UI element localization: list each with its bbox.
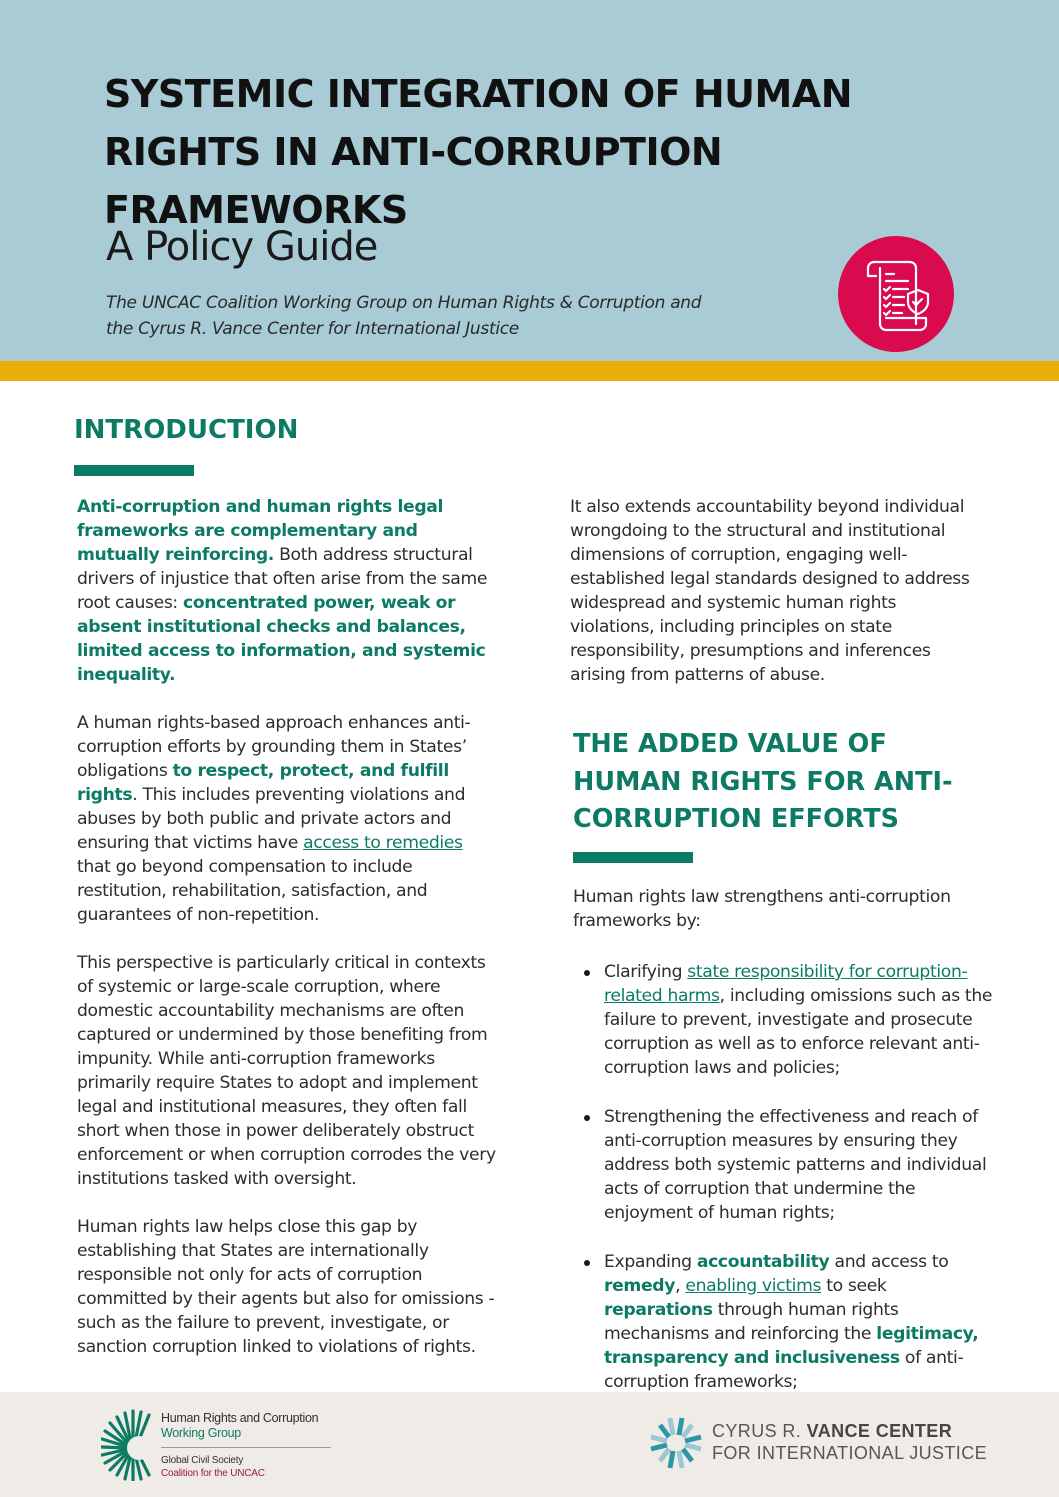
vance-center-logo: [648, 1415, 988, 1471]
document-title: SYSTEMIC INTEGRATION OF HUMAN RIGHTS IN ANTI-CORRUPTION FRAMEWORKS: [104, 72, 853, 233]
intro-p2-text-1: A human rights-based approach enhances anti-corruption efforts by grounding them in States’ obligations: [77, 713, 471, 781]
added-value-heading-underline: [573, 852, 693, 863]
hrc-working-group-logo: [101, 1409, 341, 1481]
intro-paragraph-4: Human rights law helps close this gap by establishing that States are internationally responsible not only for acts of corruption committed by their agents but also for omissions - such as the failure to prevent, investigate, or sanction corruption linked to violations of rights.: [77, 1217, 495, 1357]
intro-paragraph-5: It also extends accountability beyond individual wrongdoing to the structural and institutional dimensions of corruption, engaging well-established legal standards designed to address widespread and systemic human rights violations, including principles on state responsibility, presumptions and inferences arising from patterns of abuse.: [570, 497, 970, 685]
list-item: [573, 1105, 993, 1225]
bullet-3-text-1: Expanding: [604, 1252, 697, 1272]
bullet-2-text: Strengthening the effectiveness and reach of anti-corruption measures by ensuring they address both systemic patterns and individual acts of corruption that undermine the enjoyment of human rights;: [604, 1107, 987, 1223]
hrc-logo-line-2: Working Group: [161, 1426, 241, 1440]
header-banner: [0, 0, 1059, 361]
bullet-3-bold-accountability: accountability: [696, 1252, 830, 1272]
vance-logo-line-1: [712, 1421, 952, 1442]
vance-name-bold: VANCE CENTER: [806, 1421, 953, 1441]
vance-logo-line-2: FOR INTERNATIONAL JUSTICE: [712, 1443, 988, 1463]
access-to-remedies-link[interactable]: access to remedies: [303, 833, 463, 853]
bullet-3-text-3: ,: [675, 1276, 686, 1296]
bullet-3-text-6: of anti-corruption frameworks;: [604, 1348, 964, 1392]
right-column: [570, 495, 985, 711]
intro-p1-bold-lead: Anti-corruption and human rights legal frameworks are complementary and mutually reinforcing.: [77, 497, 444, 565]
document-subtitle: A Policy Guide: [106, 224, 378, 270]
introduction-heading: INTRODUCTION: [74, 415, 299, 445]
bullet-3-text-2: and access to: [829, 1252, 949, 1272]
hrc-logo-line-4: Coalition for the UNCAC: [161, 1468, 265, 1479]
authors-line-2: the Cyrus R. Vance Center for International Justice: [106, 319, 519, 339]
added-value-list: [573, 960, 993, 1419]
bullet-3-bold-remedy: remedy: [604, 1276, 676, 1296]
hrc-sunburst-c-icon: [101, 1409, 157, 1481]
left-column: [77, 495, 497, 1383]
document-authors: [106, 290, 726, 342]
added-value-intro: Human rights law strengthens anti-corruption frameworks by:: [573, 887, 951, 931]
intro-paragraph-3: This perspective is particularly critical in contexts of systemic or large-scale corruption, where domestic accountability mechanisms are often captured or undermined by those benefiting from impunity. While anti-corruption frameworks primarily require States to adopt and implement legal and institutional measures, they often fall short when those in power deliberately obstruct enforcement or when corruption corrodes the very institutions tasked with oversight.: [77, 953, 496, 1189]
hrc-logo-line-1: Human Rights and Corruption: [161, 1411, 319, 1425]
bullet-3-text-4: to seek: [821, 1276, 887, 1296]
header-divider-stripe: [0, 361, 1059, 381]
scroll-checklist-shield-icon: [838, 236, 954, 352]
intro-p1-bold-tail: concentrated power, weak or absent institutional checks and balances, limited access to information, and systemic inequality.: [77, 593, 486, 685]
authors-line-1: The UNCAC Coalition Working Group on Human Rights & Corruption and: [106, 293, 702, 313]
vance-name-regular: CYRUS R.: [712, 1421, 807, 1441]
intro-paragraph-1: [77, 495, 497, 687]
bullet-3-text-5: through human rights mechanisms and reinforcing the: [604, 1300, 899, 1344]
intro-p2-text-3: that go beyond compensation to include restitution, rehabilitation, satisfaction, and guarantees of non-repetition.: [77, 857, 428, 925]
bullet-3-bold-legitimacy: legitimacy, transparency and inclusiveness: [604, 1324, 979, 1368]
introduction-heading-underline: [74, 465, 194, 476]
intro-p2-bold: to respect, protect, and fulfill rights: [77, 761, 449, 805]
bullet-3-bold-reparations: reparations: [604, 1300, 713, 1320]
bullet-1-text-2: , including omissions such as the failure to prevent, investigate and prosecute corruption as well as to enforce relevant anti-corruption laws and policies;: [604, 986, 993, 1078]
vance-starburst-icon: [648, 1415, 704, 1471]
bullet-1-text-1: Clarifying: [604, 962, 688, 982]
added-value-heading: THE ADDED VALUE OF HUMAN RIGHTS FOR ANTI-CORRUPTION EFFORTS: [573, 729, 953, 834]
list-item: [573, 960, 993, 1080]
hrc-logo-line-3: Global Civil Society: [161, 1455, 244, 1466]
hrc-logo-divider: [161, 1447, 331, 1448]
enabling-victims-link[interactable]: enabling victims: [685, 1276, 822, 1296]
list-item: [573, 1250, 993, 1394]
state-responsibility-link[interactable]: state responsibility for corruption-related harms: [604, 962, 968, 1006]
intro-p1-text: Both address structural drivers of injustice that often arise from the same root causes:: [77, 545, 488, 613]
intro-p2-text-2: . This includes preventing violations and abuses by both public and private actors and ensuring that victims have: [77, 785, 466, 853]
intro-paragraph-2: [77, 711, 497, 927]
